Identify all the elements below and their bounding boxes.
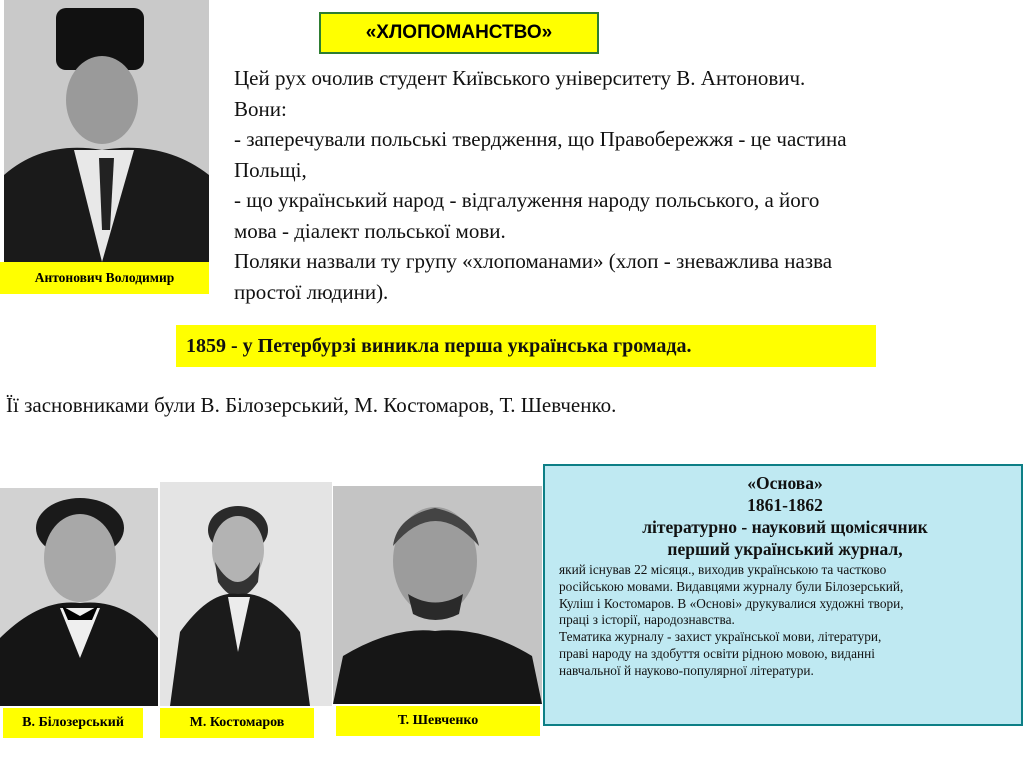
intro-line: - заперечували польські твердження, що Правобережжя - це частина bbox=[234, 127, 847, 151]
portrait-antonovych-image bbox=[4, 0, 209, 262]
portrait-kostomarov bbox=[160, 482, 332, 706]
osnova-body-line: Куліш і Костомаров. В «Основі» друкувалися художні твори, bbox=[559, 595, 904, 611]
portrait-bilozerskyi-image bbox=[0, 488, 158, 706]
osnova-heading bbox=[559, 472, 1011, 560]
osnova-body-line: який існував 22 місяця., виходив українською та частково bbox=[559, 562, 887, 577]
intro-line: мова - діалект польської мови. bbox=[234, 218, 506, 243]
osnova-heading-line: «Основа» bbox=[747, 473, 823, 493]
intro-line: Польщі, bbox=[234, 157, 307, 182]
intro-line: Поляки назвали ту групу «хлопоманами» (хлоп - зневажлива назва bbox=[234, 249, 833, 273]
osnova-body-line: праві народу на здобуття освіти рідною мовою, виданні bbox=[559, 645, 875, 661]
founders-text: Її засновниками були В. Білозерський, М. Костомаров, Т. Шевченко. bbox=[6, 393, 617, 417]
hromada-banner: 1859 - у Петербурзі виникла перша українська громада. bbox=[176, 325, 876, 367]
intro-text bbox=[234, 63, 1014, 307]
osnova-body-line: Тематика журналу - захист української мови, літератури, bbox=[559, 629, 882, 645]
portrait-antonovych bbox=[4, 0, 209, 262]
portrait-antonovych-caption: Антонович Володимир bbox=[0, 262, 209, 294]
osnova-heading-line: перший український журнал, bbox=[667, 539, 903, 559]
page-title: «ХЛОПОМАНСТВО» bbox=[319, 12, 599, 54]
intro-line: Вони: bbox=[234, 96, 287, 121]
osnova-info-box bbox=[543, 464, 1023, 726]
osnova-body-line: праці з історії, народознавства. bbox=[559, 612, 735, 628]
intro-line: простої людини). bbox=[234, 279, 389, 304]
portrait-bilozerskyi bbox=[0, 488, 158, 706]
osnova-heading-line: літературно - науковий щомісячник bbox=[642, 517, 928, 537]
osnova-body-line: навчальної й науково-популярної літератури. bbox=[559, 662, 814, 678]
osnova-body-line: російською мовами. Видавцями журналу були Білозерський, bbox=[559, 578, 904, 594]
portrait-kostomarov-image bbox=[160, 482, 332, 706]
intro-line: Цей рух очолив студент Київського університету В. Антонович. bbox=[234, 66, 806, 90]
portrait-shevchenko bbox=[333, 486, 542, 704]
osnova-heading-line: 1861-1862 bbox=[747, 495, 823, 515]
portrait-bilozerskyi-caption: В. Білозерський bbox=[3, 708, 143, 738]
intro-line: - що український народ - відгалуження народу польського, а його bbox=[234, 188, 820, 212]
portrait-shevchenko-image bbox=[333, 486, 542, 704]
portrait-shevchenko-caption: Т. Шевченко bbox=[336, 706, 540, 736]
osnova-body bbox=[559, 562, 1011, 680]
portrait-kostomarov-caption: М. Костомаров bbox=[160, 708, 314, 738]
